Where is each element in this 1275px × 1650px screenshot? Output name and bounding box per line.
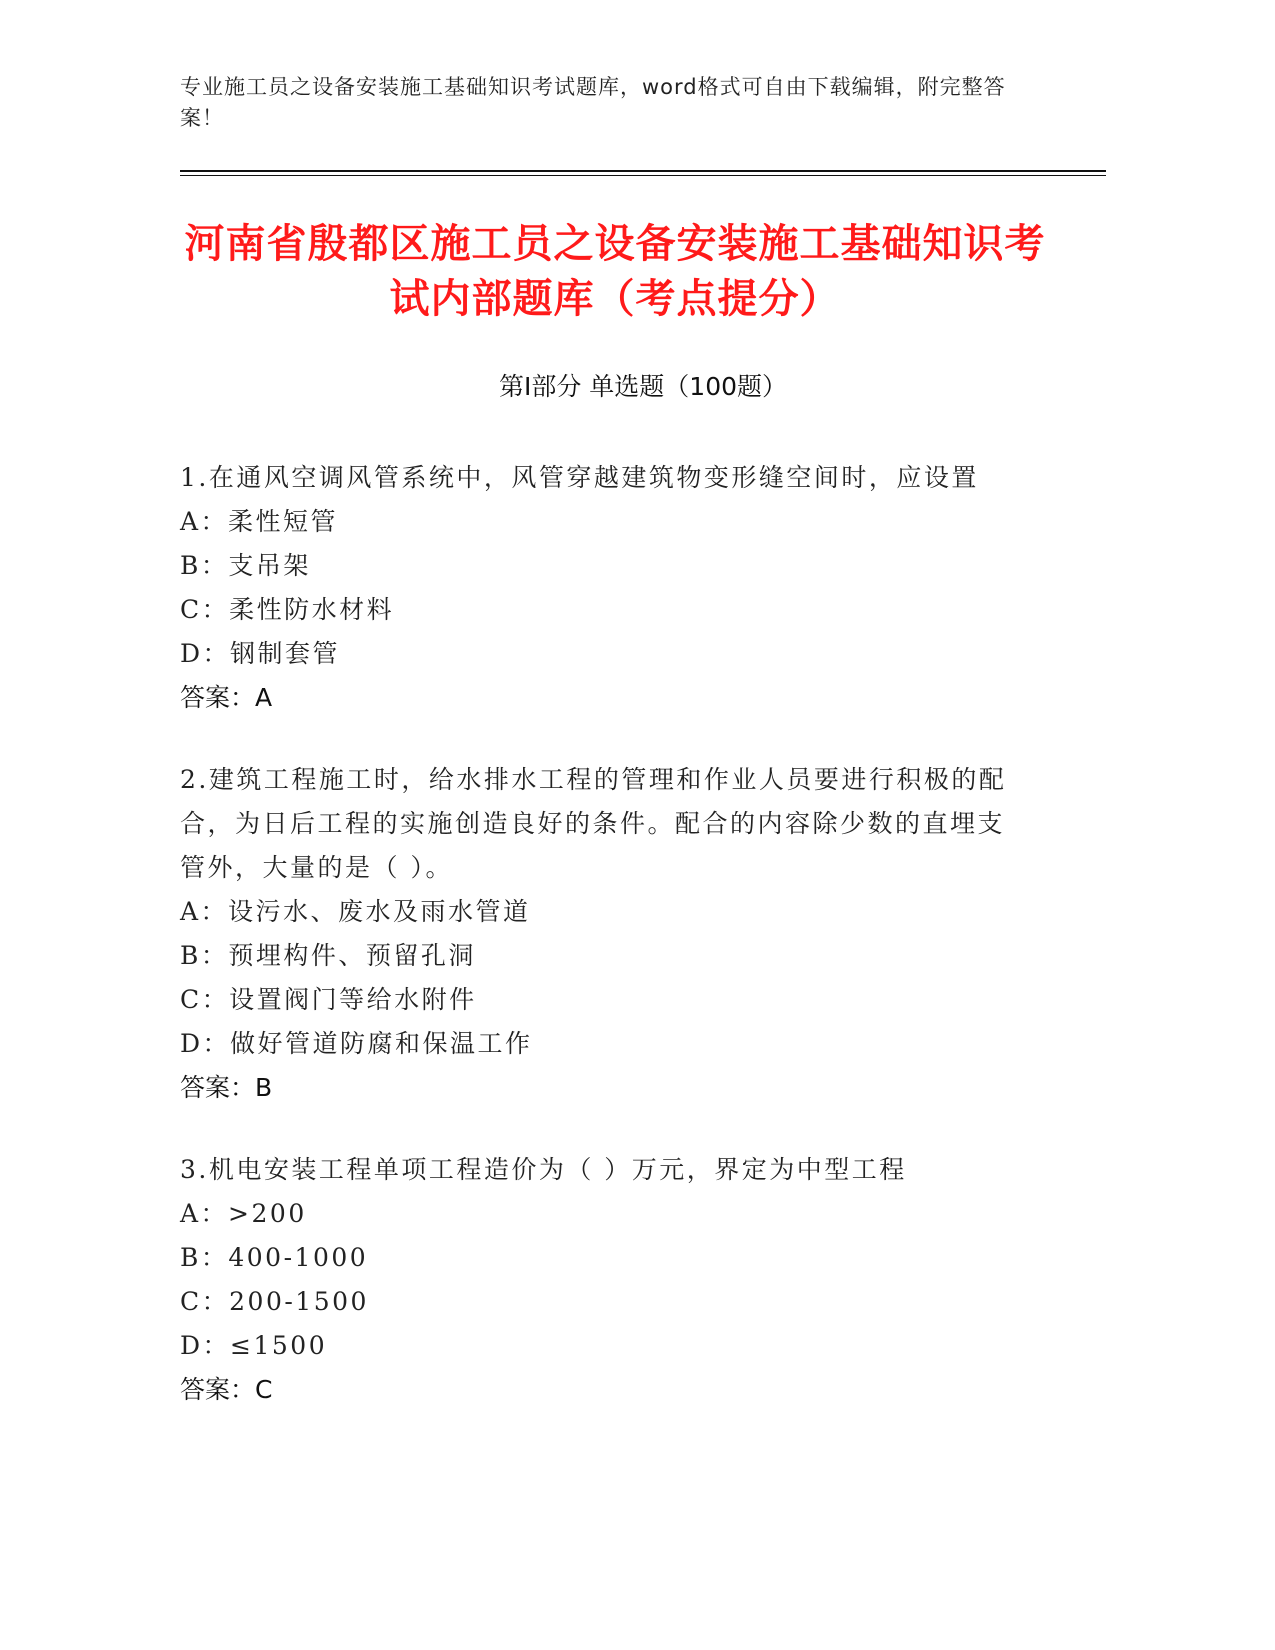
question-2-option-c: C：设置阀门等给水附件: [180, 985, 477, 1014]
question-1-option-d: D：钢制套管: [180, 639, 341, 668]
question-2-option-d: D：做好管道防腐和保温工作: [180, 1029, 533, 1058]
question-3-stem: 3.机电安装工程单项工程造价为（ ）万元，界定为中型工程: [180, 1155, 907, 1184]
question-1-answer: 答案：A: [180, 683, 273, 712]
question-3-option-a: A：>200: [180, 1199, 307, 1228]
question-1-option-a: A：柔性短管: [180, 507, 339, 536]
question-2-option-b: B：预埋构件、预留孔洞: [180, 941, 476, 970]
question-list: [180, 456, 1030, 1450]
question-1-option-b: B：支吊架: [180, 551, 311, 580]
question-1-stem: 1.在通风空调风管系统中，风管穿越建筑物变形缝空间时，应设置: [180, 463, 979, 492]
header-divider-bottom: [180, 175, 1106, 176]
question-2-answer: 答案：B: [180, 1073, 273, 1102]
document-title: 河南省殷都区施工员之设备安装施工基础知识考试内部题库（考点提分）: [184, 221, 1046, 322]
question-1-option-c: C：柔性防水材料: [180, 595, 395, 624]
question-1: [180, 456, 1030, 720]
document-header-note: 专业施工员之设备安装施工基础知识考试题库，word格式可自由下载编辑，附完整答案！: [180, 75, 1006, 130]
question-3-option-c: C：200-1500: [180, 1287, 369, 1316]
question-2-option-a: A：设污水、废水及雨水管道: [180, 897, 531, 926]
question-3-option-b: B：400-1000: [180, 1243, 369, 1272]
question-2: [180, 758, 1030, 1110]
header-divider-top: [180, 170, 1106, 172]
question-2-stem: 2.建筑工程施工时，给水排水工程的管理和作业人员要进行积极的配合，为日后工程的实施创造良好的条件。配合的内容除少数的直埋支管外，大量的是（ ）。: [180, 765, 1007, 882]
question-3-option-d: D：≤1500: [180, 1331, 328, 1360]
question-3-answer: 答案：C: [180, 1375, 273, 1404]
question-3: [180, 1148, 1030, 1412]
section-title: 第I部分 单选题（100题）: [498, 372, 788, 401]
